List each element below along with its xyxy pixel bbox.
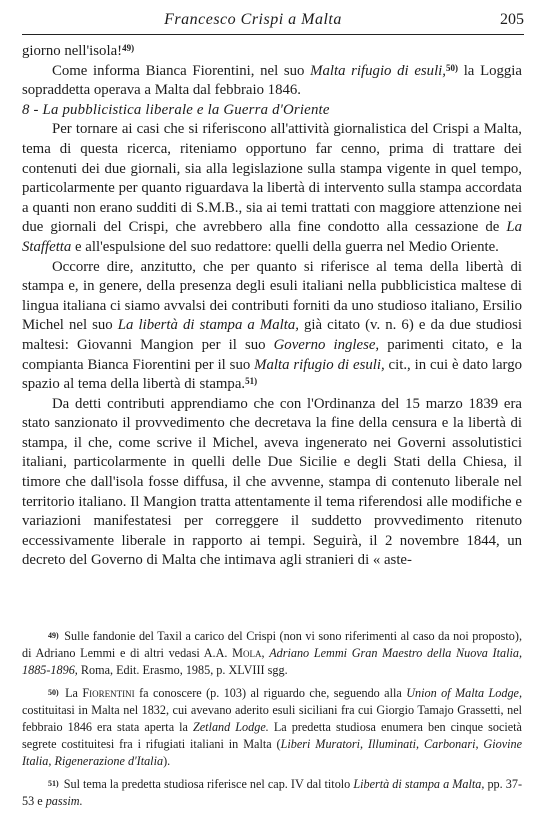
book-title: Adriano Lemmi Gran Maestro della Nuova Italia, 1885-1896, bbox=[22, 645, 522, 677]
page-number: 205 bbox=[500, 11, 524, 28]
passim-term: passim. bbox=[45, 794, 83, 809]
society-names: Liberi Muratori, Illuminati, Carbonari, Giovine Italia, Rigenerazione d'Italia bbox=[22, 736, 522, 768]
text-run: già citato (v. n. 6) e da due studiosi maltesi: Giovanni Mangion per il suo bbox=[22, 317, 522, 353]
text-run: costituitasi in Malta nel 1832, cui avevano aderito esuli siciliani fra cui Giorgio Tamajo Grassetti, nel febbraio 1846 era stata aperta la bbox=[22, 703, 522, 734]
chapter-title: Libertà di stampa a Malta, bbox=[353, 777, 485, 792]
paragraph-continuation bbox=[22, 42, 522, 62]
footnote-49 bbox=[22, 628, 522, 678]
text-run: pp. 37-53 e bbox=[22, 777, 523, 809]
text-run: fa conoscere (p. 103) al riguardo che, seguendo alla bbox=[134, 686, 407, 701]
footnote-mark: 49) bbox=[48, 631, 59, 640]
text-run: parimenti citato, e la compianta Bianca Fiorentini per il suo bbox=[22, 336, 522, 373]
text-run: Roma, Edit. Erasmo, 1985, p. XLVIII sgg. bbox=[77, 662, 288, 677]
text-run: giorno nell'isola! bbox=[22, 43, 123, 59]
running-title: Francesco Crispi a Malta bbox=[164, 11, 342, 28]
newspaper-title: La Staffetta bbox=[22, 219, 522, 255]
book-title: Malta rifugio di esuli, bbox=[310, 62, 446, 79]
paragraph-loggia bbox=[22, 62, 522, 101]
text-run: Per tornare ai casi che si riferiscono all'attività giornalistica del Crispi a Malta, tema di questa ricerca, riteniamo opportuno far cenno, prima di trattare dei contenuti dei due giornali, sia alla legislazione sulla stampa vigente in quel tempo, particolarmente per quanto riguardava la libertà di intervento sulla stampa accordata a quanti non erano sudditi di S.M.B., sia ai temi trattati con maggiore attenzione nei due giornali del Crispi, che avrebbero alla fine condotto alla cessazione de bbox=[22, 121, 522, 236]
paragraph-legislation bbox=[22, 120, 522, 257]
page-header bbox=[22, 8, 524, 35]
text-run: Occorre dire, anzitutto, che per quanto si riferisce al tema della libertà di stampa e, in genere, della presenza degli esuli italiani nella pubblicistica maltese di lingua italiana ci siamo avvalsi dei contributi forniti da uno studioso italiano, Ersilio Michel nel suo bbox=[22, 258, 522, 334]
section-title: La pubblicistica liberale e la Guerra d'Oriente bbox=[42, 101, 330, 118]
book-title: La libertà di stampa a Malta, bbox=[117, 317, 299, 334]
text-run: , bbox=[261, 645, 270, 660]
paragraph-sources bbox=[22, 258, 522, 395]
paragraph-ordinance: Da detti contributi apprendiamo che con l'Ordinanza del 15 marzo 1839 era stato sanzionato il provvedimento che decretava la fine della censura e la libertà di stampa, il che, come scrive il Michel, aveva ingenerato nei Governi assolutistici italiani, particolarmente in quelli delle Due Sicilie e degli Stati della Chiesa, il timore che dall'isola fosse diffusa, il che avvenne, stampa di contenuto liberale nel territorio italiano. Il Mangion tratta attentamente il tema riferendosi alle modifiche e variazioni manifestatesi per correggere il suddetto provvedimento ritenuto eccessivamente liberale in rapporto ai tempi. Seguirà, il 2 novembre 1844, un decreto del Governo di Malta che intimava agli stranieri di « aste- bbox=[22, 395, 522, 569]
footnote-mark: 50) bbox=[48, 688, 59, 698]
footnote-mark: 51) bbox=[48, 779, 59, 789]
book-title: Malta rifugio di esuli, bbox=[254, 356, 385, 373]
section-number: 8 - bbox=[22, 101, 43, 118]
author-name: Mola bbox=[232, 645, 262, 660]
book-title: Governo inglese, bbox=[273, 336, 380, 353]
text-run: La bbox=[65, 686, 83, 701]
footnote-ref-50: 50) bbox=[446, 62, 458, 73]
footnotes bbox=[22, 628, 522, 817]
lodge-name: Union of Malta Lodge, bbox=[406, 686, 523, 701]
footnote-50 bbox=[22, 685, 522, 769]
author-name: Fiorentini bbox=[82, 686, 135, 701]
text-run: Sulle fandonie del Taxil a carico del Crispi (non vi sono riferimenti al caso da noi proposto), di Adriano Lemmi e di altri vedasi A.A. bbox=[22, 629, 522, 660]
footnote-ref-51: 51) bbox=[245, 376, 258, 387]
body-text bbox=[22, 42, 522, 571]
text-run: ). bbox=[163, 753, 171, 768]
text-run: Sul tema la predetta studiosa riferisce nel cap. IV dal titolo bbox=[63, 777, 354, 792]
text-run: La predetta studiosa enumera ben cinque società segrete costituitesi fra i rifugiati italiani in Malta ( bbox=[22, 719, 522, 751]
text-run: la Loggia sopraddetta operava a Malta dal febbraio 1846. bbox=[22, 62, 522, 99]
lodge-name: Zetland Lodge. bbox=[192, 719, 269, 734]
text-run: cit., in cui è dato largo spazio al tema della libertà di stampa. bbox=[22, 356, 523, 393]
text-run: Come informa Bianca Fiorentini, nel suo bbox=[52, 62, 311, 79]
text-run: e all'espulsione del suo redattore: quelli della guerra nel Medio Oriente. bbox=[71, 238, 499, 255]
footnote-ref-49: 49) bbox=[122, 43, 135, 53]
footnote-51 bbox=[22, 776, 522, 810]
section-heading bbox=[22, 101, 522, 121]
